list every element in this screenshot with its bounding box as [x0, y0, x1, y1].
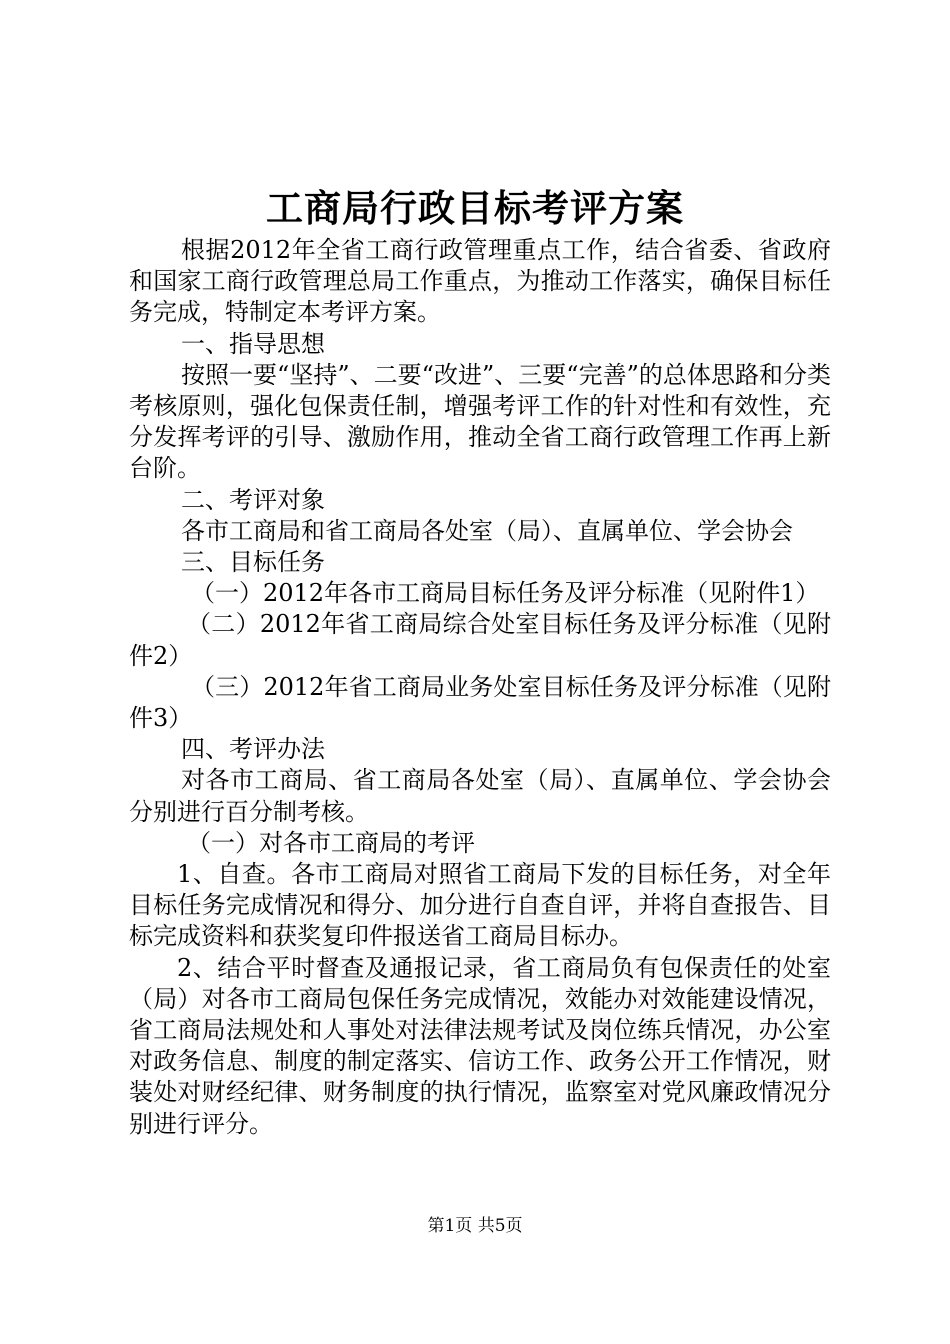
section-heading-evaluation-methods: 四、考评办法	[181, 735, 325, 764]
evaluation-targets-paragraph: 各市工商局和省工商局各处室（局）、直属单位、学会协会	[181, 516, 793, 545]
section-heading-objective-tasks: 三、目标任务	[181, 548, 325, 577]
section-heading-evaluation-targets: 二、考评对象	[181, 485, 325, 514]
subsection-heading-city-bureaus: （一）对各市工商局的考评	[187, 828, 475, 857]
document-body	[129, 235, 831, 1140]
intro-paragraph: 根据2012年全省工商行政管理重点工作，结合省委、省政府和国家工商行政管理总局工作重点，为推动工作落实，确保目标任务完成，特制定本考评方案。	[129, 236, 831, 327]
document-title: 工商局行政目标考评方案	[266, 186, 684, 230]
objective-task-item-1: （一）2012年各市工商局目标任务及评分标准（见附件1）	[191, 579, 820, 608]
page-footer: 第1页 共5页	[427, 1216, 523, 1236]
supervision-scoring-paragraph: 2、结合平时督查及通报记录，省工商局负有包保责任的处室（局）对各市工商局包保任务完成情况，效能办对效能建设情况，省工商局法规处和人事处对法律法规考试及岗位练兵情况，办公室对政务信息、制度的制定落实、信访工作、政务公开工作情况，财装处对财经纪律、财务制度的执行情况，监察室对党风廉政情况分别进行评分。	[129, 953, 831, 1138]
evaluation-methods-paragraph: 对各市工商局、省工商局各处室（局）、直属单位、学会协会分别进行百分制考核。	[129, 766, 831, 826]
objective-task-item-2: （二）2012年省工商局综合处室目标任务及评分标准（见附件2）	[129, 610, 831, 670]
self-check-paragraph: 1、自查。各市工商局对照省工商局下发的目标任务，对全年目标任务完成情况和得分、加分进行自查自评，并将自查报告、目标完成资料和获奖复印件报送省工商局目标办。	[129, 860, 831, 951]
guiding-thought-paragraph: 按照一要“坚持”、二要“改进”、三要“完善”的总体思路和分类考核原则，强化包保责任制，增强考评工作的针对性和有效性，充分发挥考评的引导、激励作用，推动全省工商行政管理工作再上新台阶。	[129, 360, 831, 483]
section-heading-guiding-thought: 一、指导思想	[181, 329, 325, 358]
objective-task-item-3: （三）2012年省工商局业务处室目标任务及评分标准（见附件3）	[129, 672, 831, 733]
